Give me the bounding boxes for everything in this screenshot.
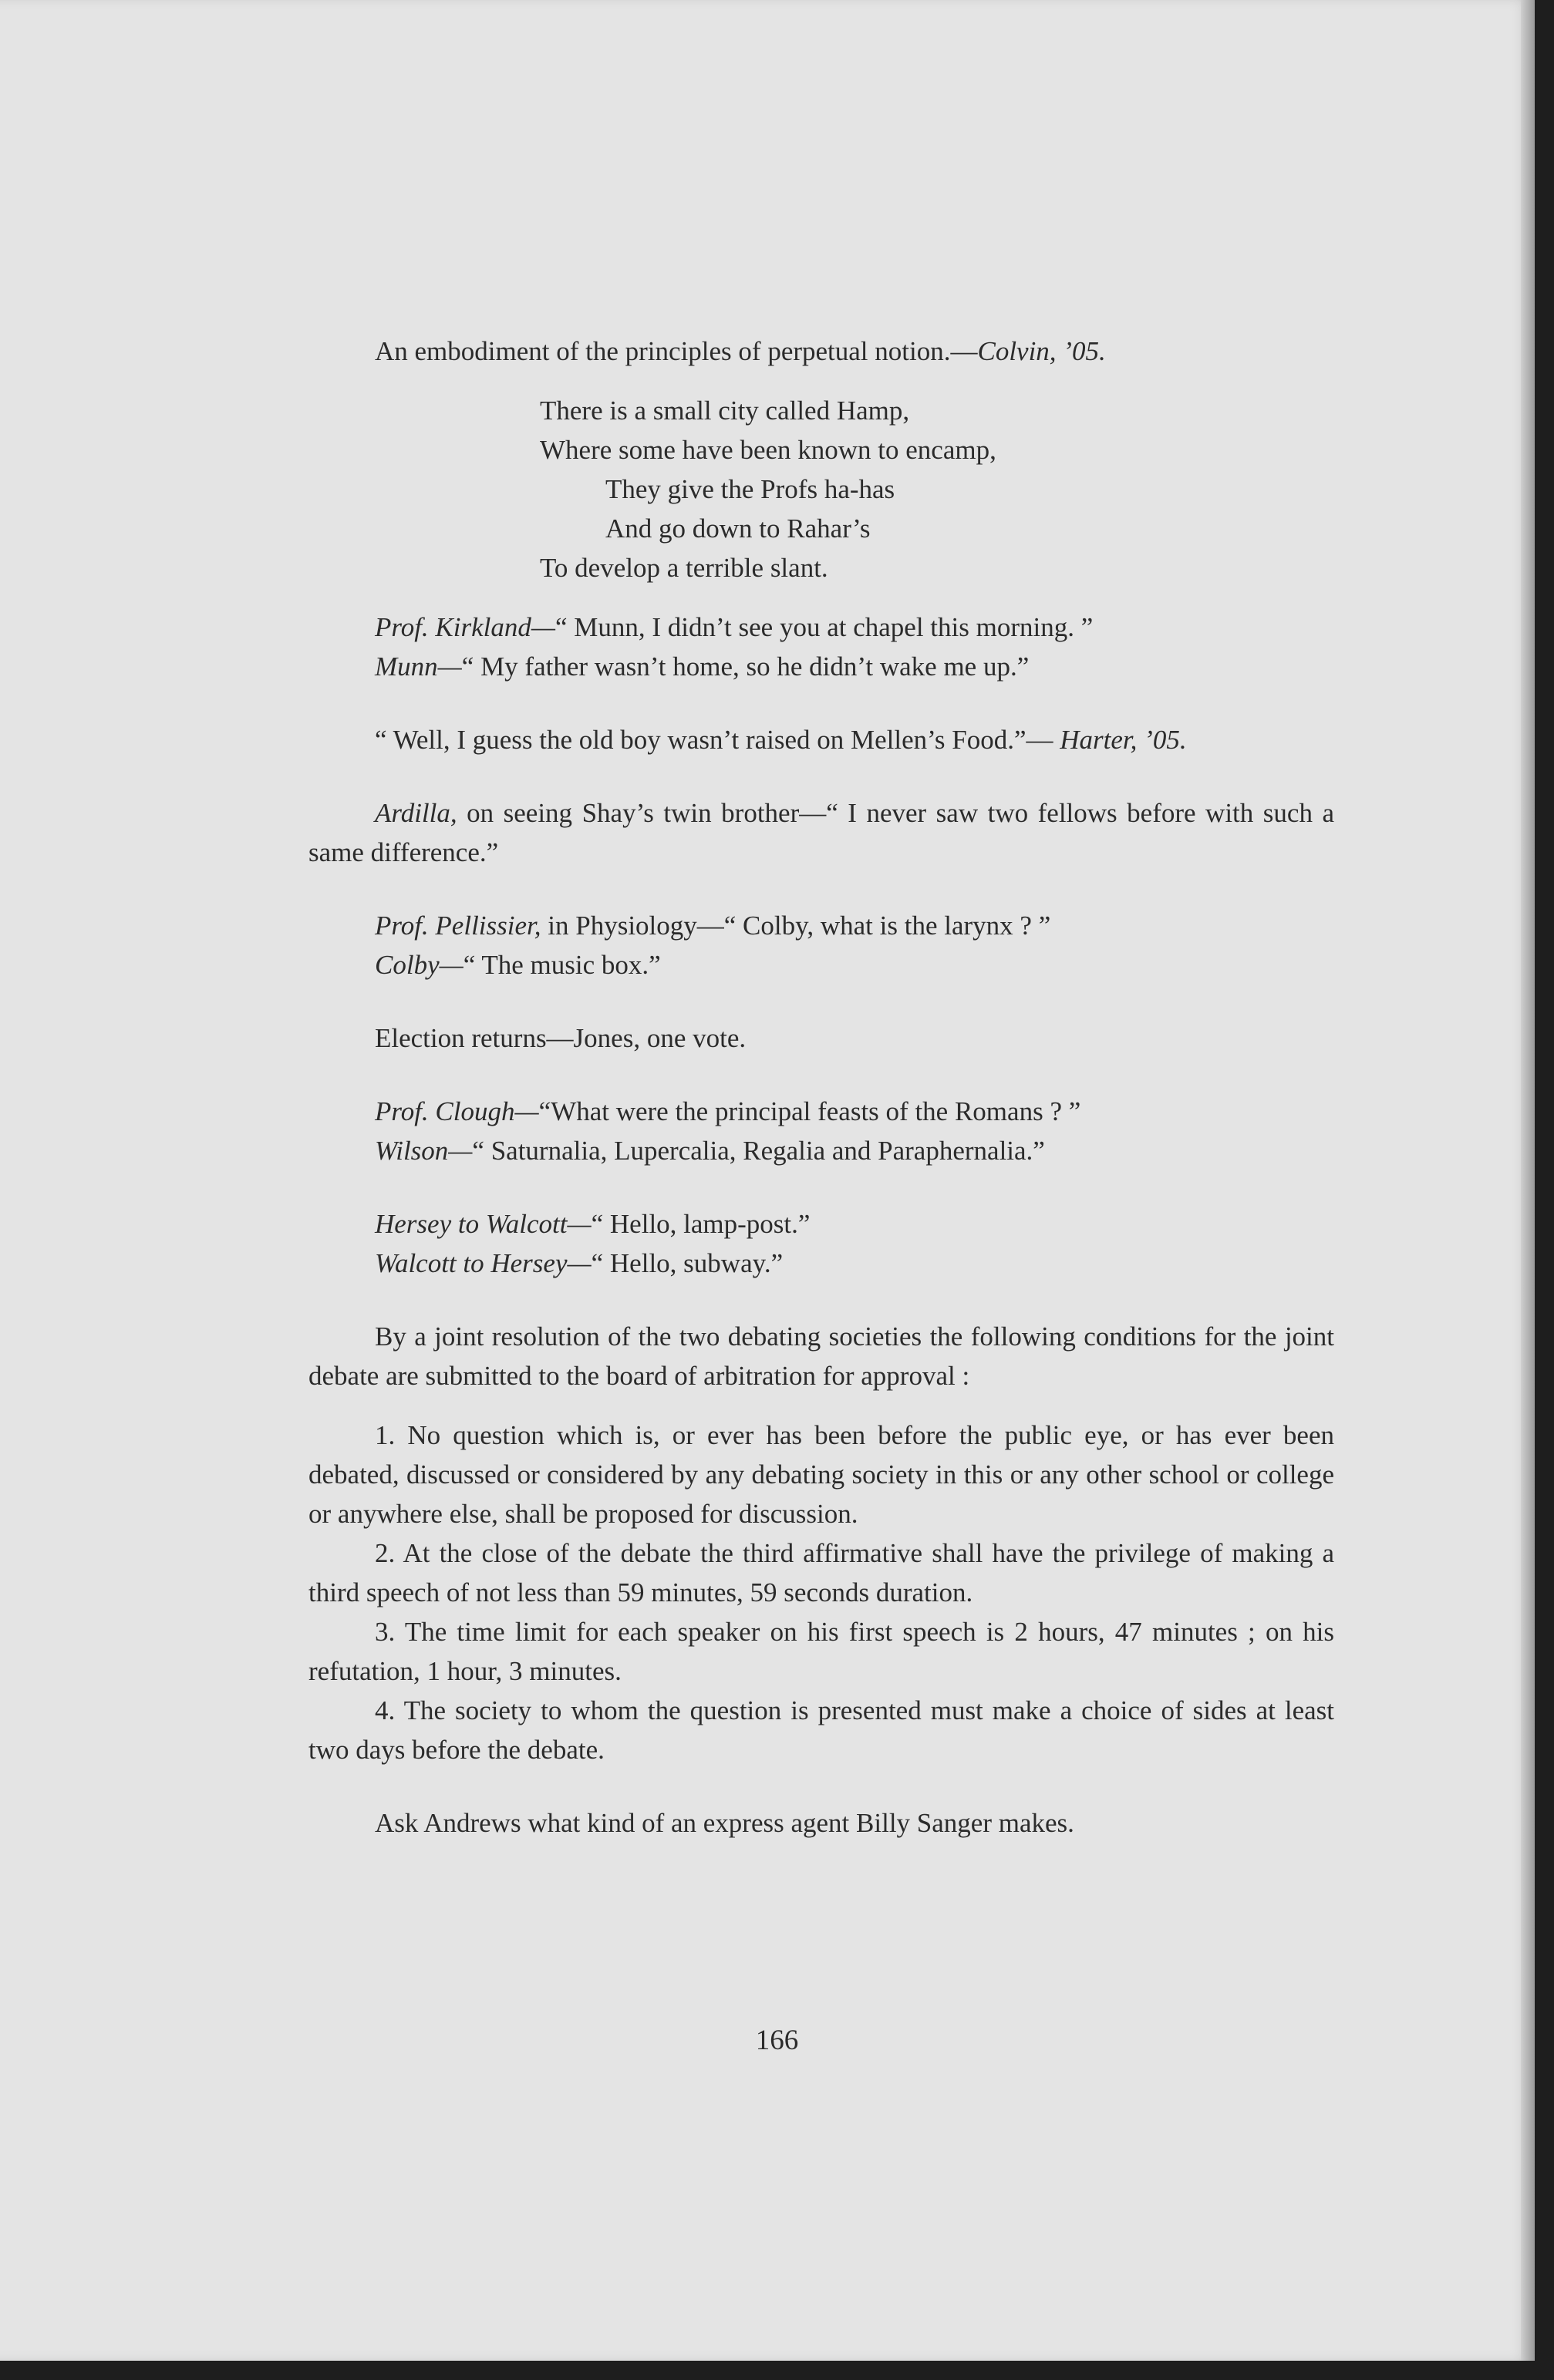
dialogue-line: “ Hello, subway.” (591, 1248, 784, 1278)
page-spine-shadow (1521, 0, 1535, 2361)
dialogue-line: “ Hello, lamp-post.” (591, 1209, 811, 1239)
poem-line: They give the Profs ha-has (605, 474, 895, 504)
page-body (308, 332, 1334, 1843)
speaker: Colby— (375, 950, 464, 980)
poem (308, 391, 1334, 587)
andrews-line: Ask Andrews what kind of an express agent Billy Sanger makes. (375, 1808, 1074, 1838)
poem-line: And go down to Rahar’s (605, 513, 871, 544)
dialogue-hersey (308, 1204, 1334, 1283)
speaker: Ardilla, (375, 798, 457, 828)
dialogue-line: “ My father wasn’t home, so he didn’t wake me up.” (461, 651, 1030, 682)
speaker: Prof. Clough— (375, 1096, 539, 1126)
dialogue-line: “What were the principal feasts of the Romans ? ” (538, 1096, 1081, 1126)
poem-line: Where some have been known to encamp, (540, 435, 996, 465)
poem-line: There is a small city called Hamp, (540, 396, 910, 426)
page-number: 166 (755, 2025, 799, 2056)
condition-item: 1. No question which is, or ever has been before the public eye, or has ever been debated, discussed or considered by any debating society in this or any other school or college or anywhere else, shall be proposed for discussion. (308, 1420, 1334, 1529)
epigraph: An embodiment of the principles of perpetual notion.—Colvin, ’05. (375, 336, 1106, 366)
dialogue-line: in Physiology—“ Colby, what is the larynx ? ” (541, 911, 1051, 941)
epigraph-author: Colvin, ’05. (977, 336, 1106, 366)
condition-item: 2. At the close of the debate the third affirmative shall have the privilege of making a third speech of not less than 59 minutes, 59 seconds duration. (308, 1538, 1334, 1607)
condition-item: 3. The time limit for each speaker on his first speech is 2 hours, 47 minutes ; on his refutation, 1 hour, 3 minutes. (308, 1617, 1334, 1686)
dialogue-kirkland (308, 608, 1334, 686)
dialogue-line: “ The music box.” (463, 950, 661, 980)
dialogue-pellissier (308, 906, 1334, 985)
speaker: Prof. Pellissier, (375, 911, 541, 941)
speaker: Munn— (375, 651, 462, 682)
condition-item: 4. The society to whom the question is presented must make a choice of sides at least two days before the debate. (308, 1695, 1334, 1765)
dialogue-clough (308, 1092, 1334, 1170)
speaker: Prof. Kirkland— (375, 612, 555, 642)
quote-ardilla: Ardilla, on seeing Shay’s twin brother—“ I never saw two fellows before with such a same difference.” (308, 798, 1334, 867)
resolution-paragraph: By a joint resolution of the two debating societies the following conditions for the joint debate are submitted to the board of arbitration for approval : (308, 1321, 1334, 1391)
speaker: Walcott to Hersey— (375, 1248, 592, 1278)
dialogue-line: “ Saturnalia, Lupercalia, Regalia and Paraphernalia.” (472, 1136, 1045, 1166)
speaker: Wilson— (375, 1136, 473, 1166)
poem-line: To develop a terrible slant. (540, 553, 828, 583)
dialogue-line: “ Munn, I didn’t see you at chapel this morning. ” (555, 612, 1094, 642)
election-returns: Election returns—Jones, one vote. (375, 1023, 747, 1053)
quote-author: Harter, ’05. (1060, 725, 1187, 755)
quote-harter: “ Well, I guess the old boy wasn’t raised on Mellen’s Food.”— Harter, ’05. (375, 725, 1187, 755)
speaker: Hersey to Walcott— (375, 1209, 592, 1239)
